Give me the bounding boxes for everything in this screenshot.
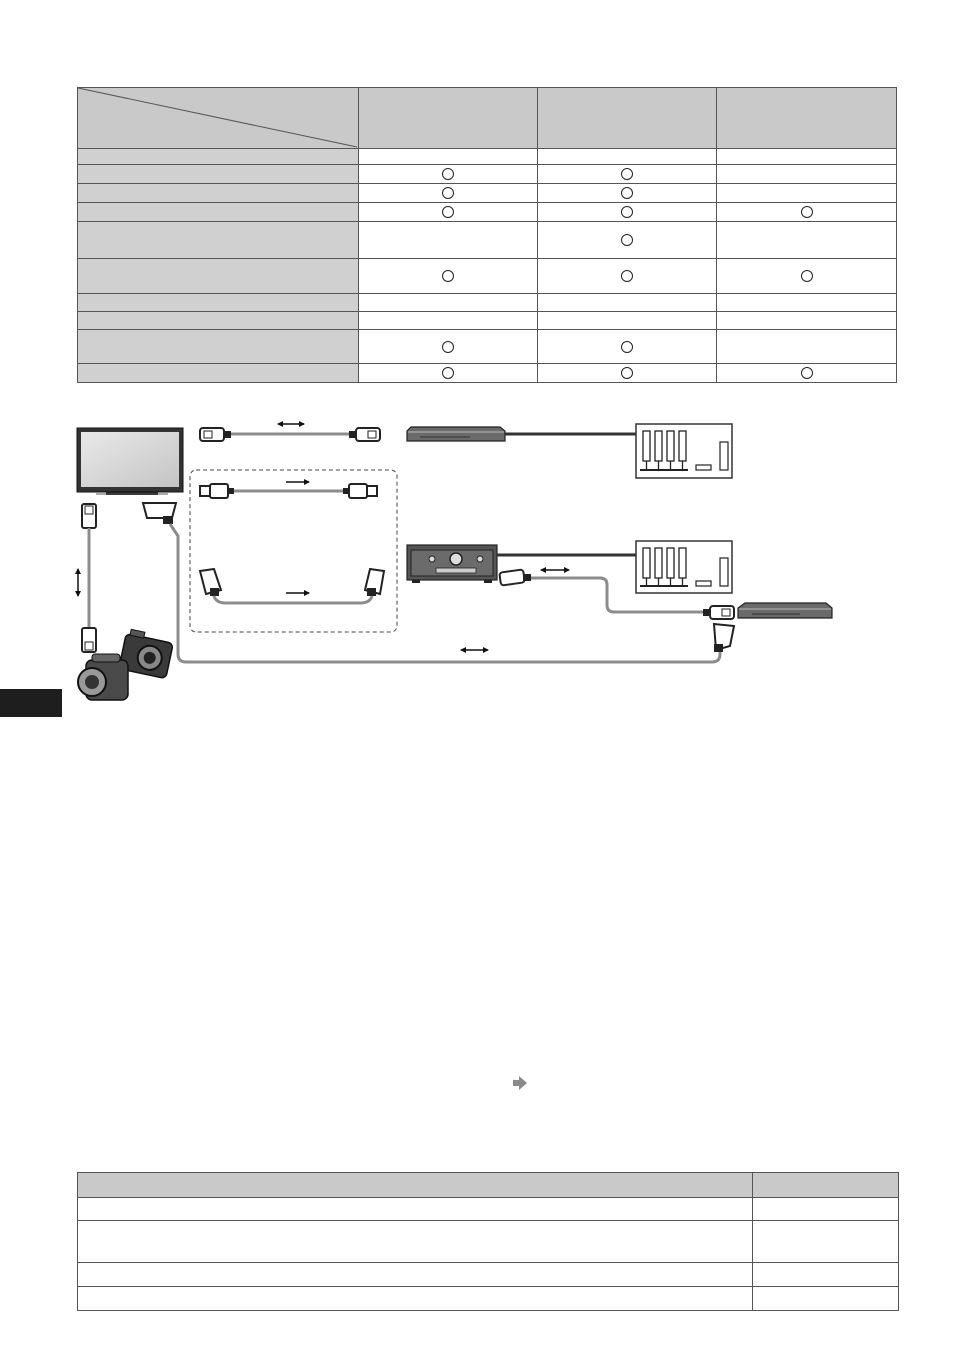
speaker [667,431,674,461]
table-cell [717,203,897,222]
optical-connector [200,486,210,496]
table-cell [359,364,538,383]
hdmi-cable-icon [200,428,380,441]
settings-table [77,1172,899,1311]
table-cell [538,165,717,184]
circle-mark [442,187,454,199]
hdmi-connector-neck [703,609,711,616]
table-cell [717,294,897,312]
table-cell [359,330,538,364]
camera-icon [119,629,174,679]
scart-cable-line [170,524,720,662]
row-label-cell [78,149,359,165]
hdmi-cable-icon [82,504,96,652]
tv-frame [77,428,183,492]
circle-mark [801,270,813,282]
arrow-icon [513,1076,527,1090]
table-cell [717,330,897,364]
table-cell [717,184,897,203]
scart-connector-body [367,588,376,596]
hdmi-cable-icon [499,569,734,619]
optical-connector-body [210,484,228,498]
table-cell [538,203,717,222]
hdmi-connector-tip [204,431,212,438]
table-cell [717,259,897,294]
header-cell [717,88,897,149]
row-label-cell [78,259,359,294]
hdmi-connector [356,428,380,441]
table-cell [78,1221,753,1263]
av-amplifier-icon [407,545,497,583]
optical-connector-body [349,484,367,498]
row-label-cell [78,165,359,184]
table-cell [538,364,717,383]
speaker-system-icon [636,541,732,593]
circle-mark [442,341,454,353]
camcorder-body [86,660,128,700]
center-speaker [696,465,711,470]
hdmi-connector-neck [349,431,357,438]
table-cell [538,312,717,330]
table-cell [717,165,897,184]
table-row [78,1287,899,1311]
speaker-box [636,541,732,593]
circle-mark [442,206,454,218]
scart-connector [143,503,176,518]
table-cell [538,184,717,203]
hdmi-connector-tip [85,506,93,514]
table-cell [359,165,538,184]
hdmi-cable-line [531,578,705,612]
circle-mark [621,206,633,218]
table-row [78,1221,899,1263]
circle-mark [442,270,454,282]
table-cell [717,222,897,259]
player-body [407,427,505,441]
scart-connector [200,569,221,594]
scart-connector-body [163,516,173,524]
table-cell [359,312,538,330]
table-cell [753,1198,899,1221]
camcorder-handle [92,654,120,662]
alternative-connection-box [190,470,397,632]
table-cell [359,149,538,165]
speaker [679,431,686,461]
recorder-icon [738,603,832,618]
amplifier-display [436,568,476,573]
hdmi-connector [82,628,96,652]
header-cell [753,1173,899,1198]
amplifier-knob [477,556,483,562]
circle-mark [621,187,633,199]
camera-lens [135,644,163,672]
camcorder-lens-inner [85,675,99,689]
amplifier-knob [429,556,435,562]
section-tab [0,689,62,717]
circle-mark [801,206,813,218]
table-cell [538,259,717,294]
row-label-cell [78,312,359,330]
hdmi-connector-tip [722,609,730,616]
circle-mark [621,367,633,379]
speaker [655,431,662,461]
table-cell [717,364,897,383]
scart-cable-icon [143,503,734,662]
table-cell [717,312,897,330]
row-label-cell [78,364,359,383]
amplifier-foot [484,580,492,583]
speaker-stands [647,578,683,586]
hdmi-connector-tip [85,642,93,650]
speaker-stands [647,461,683,470]
table-row [78,330,897,364]
hdmi-connector-tip [368,431,376,438]
table-row [78,149,897,165]
amplifier-panel [411,550,493,576]
center-speaker [696,581,711,586]
tv-screen [81,432,179,487]
table-cell [359,203,538,222]
row-label-cell [78,330,359,364]
table-row [78,312,897,330]
table-cell [359,222,538,259]
circle-mark [442,367,454,379]
camera-lens-inner [143,651,157,665]
table-cell [538,294,717,312]
scart-connector-body [210,588,219,596]
speaker [643,548,650,578]
camcorder-lens [78,668,106,696]
speaker [655,548,662,578]
table-header-row [78,1173,899,1198]
row-label-cell [78,222,359,259]
hdmi-connector [200,428,224,441]
table-cell [538,330,717,364]
table-cell [753,1287,899,1311]
optical-connector [367,486,377,496]
blu-ray-player-icon [407,427,505,441]
table-cell [359,184,538,203]
recorder-body [738,603,832,618]
circle-mark [801,367,813,379]
table-row [78,203,897,222]
table-cell [78,1198,753,1221]
table-cell [78,1263,753,1287]
compatibility-table [77,87,897,383]
camera-body [119,633,173,678]
table-row [78,165,897,184]
speaker [679,548,686,578]
table-cell [359,259,538,294]
speaker [667,548,674,578]
tv-stand [106,491,158,495]
table-cell [538,222,717,259]
hdmi-connector [82,504,96,528]
table-row [78,364,897,383]
header-corner-cell [78,88,359,149]
subwoofer [720,558,728,586]
scart-cable-icon [200,569,384,603]
table-header-row [78,88,897,149]
circle-mark [621,234,633,246]
header-cell [78,1173,753,1198]
header-cell [538,88,717,149]
optical-connector-neck [228,488,234,494]
circle-mark [621,270,633,282]
speaker-system-icon [636,424,732,478]
table-row [78,1198,899,1221]
row-label-cell [78,184,359,203]
table-row [78,1263,899,1287]
hdmi-connector [710,606,734,619]
scart-connector [714,624,734,650]
table-cell [538,149,717,165]
scart-connector [365,569,384,594]
amplifier-knob [450,553,462,565]
circle-mark [442,168,454,180]
scart-cable-line [214,596,372,603]
optical-cable-icon [200,484,377,498]
table-cell [717,149,897,165]
amplifier-body [407,545,497,580]
table-row [78,184,897,203]
amplifier-foot [412,580,420,583]
hdmi-connector-neck [523,574,531,581]
table-cell [753,1221,899,1263]
subwoofer [720,442,728,470]
circle-mark [621,341,633,353]
speaker-box [636,424,732,478]
row-label-cell [78,203,359,222]
table-cell [753,1263,899,1287]
optical-connector-neck [343,488,349,494]
camcorder-icon [78,654,128,700]
circle-mark [621,168,633,180]
scart-connector-body [714,644,723,652]
hdmi-connector-neck [223,431,231,438]
camera-top [130,629,145,638]
table-row [78,259,897,294]
table-row [78,294,897,312]
table-row [78,222,897,259]
tv-icon [77,428,183,495]
row-label-cell [78,294,359,312]
speaker [643,431,650,461]
table-cell [359,294,538,312]
table-cell [78,1287,753,1311]
hdmi-connector [499,569,525,585]
header-cell [359,88,538,149]
